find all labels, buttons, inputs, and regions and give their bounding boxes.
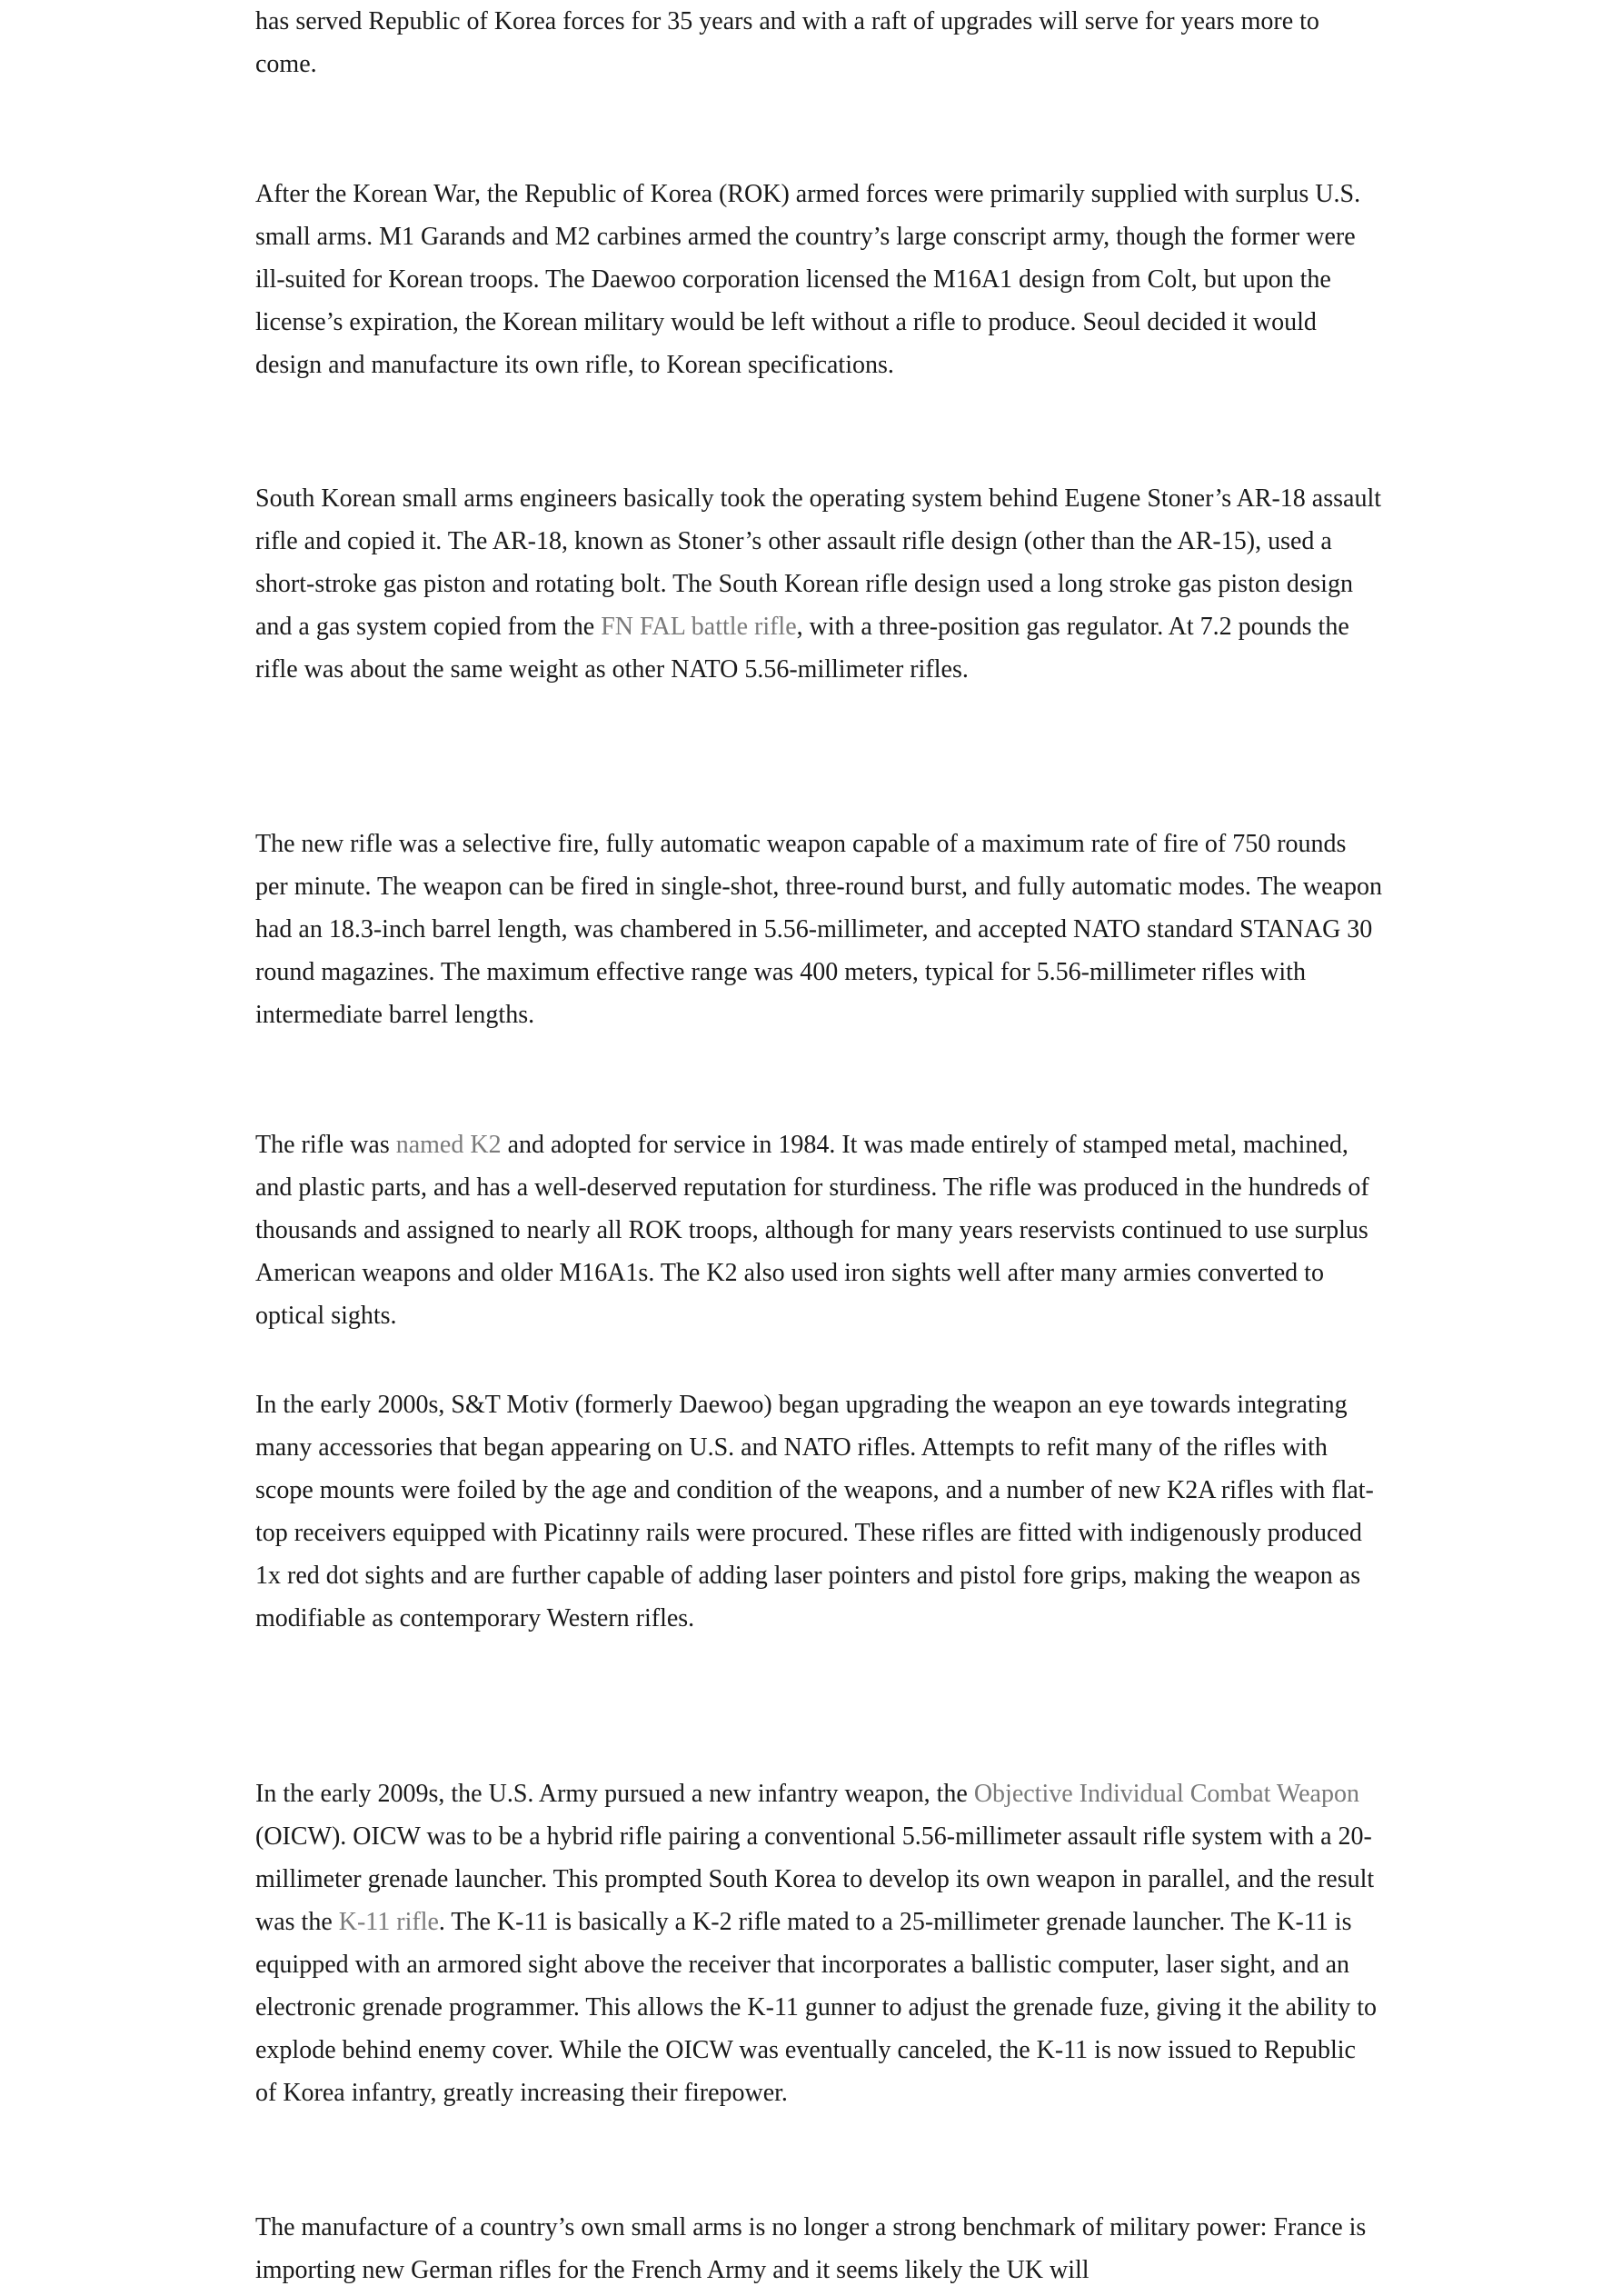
article-paragraph-k11 [255, 1772, 1382, 2114]
paragraph-text: and adopted for service in 1984. It was made entirely of stamped metal, machined, and plastic parts, and has a well-deserved reputation for sturdiness. The rifle was produced in the hundreds of thousands and assigned to nearly all ROK troops, although for many years reservists continued to use surplus American weapons and older M16A1s. The K2 also used iron sights well after many armies converted to optical sights. [255, 1131, 1369, 1330]
article-paragraph-specifications: The new rifle was a selective fire, fully automatic weapon capable of a maximum rate of fire of 750 rounds per minute. The weapon can be fired in single-shot, three-round burst, and fully automatic modes. The weapon had an 18.3-inch barrel length, was chambered in 5.56-millimeter, and accepted NATO standard STANAG 30 round magazines. The maximum effective range was 400 meters, typical for 5.56-millimeter rifles with intermediate barrel lengths. [255, 830, 1382, 1029]
k11-rifle-link[interactable]: K-11 rifle [338, 1908, 439, 1936]
paragraph-text: (OICW). OICW was to be a hybrid rifle pairing a conventional 5.56-millimeter assault rifle system with a 20-millimeter grenade launcher. This prompted South Korea to develop its own weapon in parallel, and the result was the [255, 1822, 1375, 1936]
paragraph-text: , with a three-position gas regulator. At 7.2 pounds the rifle was about the same weight as other NATO 5.56-millimeter rifles. [255, 613, 1349, 684]
article-paragraph-post-war-arms: After the Korean War, the Republic of Korea (ROK) armed forces were primarily supplied with surplus U.S. small arms. M1 Garands and M2 carbines armed the country’s large conscript army, though the former were ill-suited for Korean troops. The Daewoo corporation licensed the M16A1 design from Colt, but upon the license’s expiration, the Korean military would be left without a rifle to produce. Seoul decided it would design and manufacture its own rifle, to Korean specifications. [255, 180, 1361, 379]
article-paragraph-conclusion: The manufacture of a country’s own small arms is no longer a strong benchmark of military power: France is importing new German rifles for the French Army and it seems likely the UK will [255, 2213, 1367, 2284]
paragraph-text: South Korean small arms engineers basically took the operating system behind Eugene Stoner’s AR-18 assault rifle and copied it. The AR-18, known as Stoner’s other assault rifle design (other than the AR-15), used a short-stroke gas piston and rotating bolt. The South Korean rifle design used a long stroke gas piston design and a gas system copied from the [255, 484, 1382, 641]
paragraph-text: In the early 2009s, the U.S. Army pursued a new infantry weapon, the [255, 1780, 974, 1808]
article-paragraph-k2-adoption [255, 1123, 1382, 1337]
article-paragraph-upgrades: In the early 2000s, S&T Motiv (formerly Daewoo) began upgrading the weapon an eye towards integrating many accessories that began appearing on U.S. and NATO rifles. Attempts to refit many of the rifles with scope mounts were foiled by the age and condition of the weapons, and a number of new K2A rifles with flat-top receivers equipped with Picatinny rails were procured. These rifles are fitted with indigenously produced 1x red dot sights and are further capable of adding laser pointers and pistol fore grips, making the weapon as modifiable as contemporary Western rifles. [255, 1391, 1374, 1632]
paragraph-text: The rifle was [255, 1131, 396, 1159]
article-paragraph-operating-system [255, 477, 1382, 691]
article-paragraph-continuation: has served Republic of Korea forces for 35 years and with a raft of upgrades will serve for years more to come. [255, 7, 1319, 78]
oicw-link[interactable]: Objective Individual Combat Weapon [973, 1780, 1359, 1808]
named-k2-link[interactable]: named K2 [395, 1131, 502, 1159]
fn-fal-battle-rifle-link[interactable]: FN FAL battle rifle [601, 613, 797, 641]
paragraph-text: . The K-11 is basically a K-2 rifle mated to a 25-millimeter grenade launcher. The K-11 is equipped with an armored sight above the receiver that incorporates a ballistic computer, laser sight, and an electronic grenade programmer. This allows the K-11 gunner to adjust the grenade fuze, giving it the ability to explode behind enemy cover. While the OICW was eventually canceled, the K-11 is now issued to Republic of Korea infantry, greatly increasing their firepower. [255, 1908, 1377, 2107]
